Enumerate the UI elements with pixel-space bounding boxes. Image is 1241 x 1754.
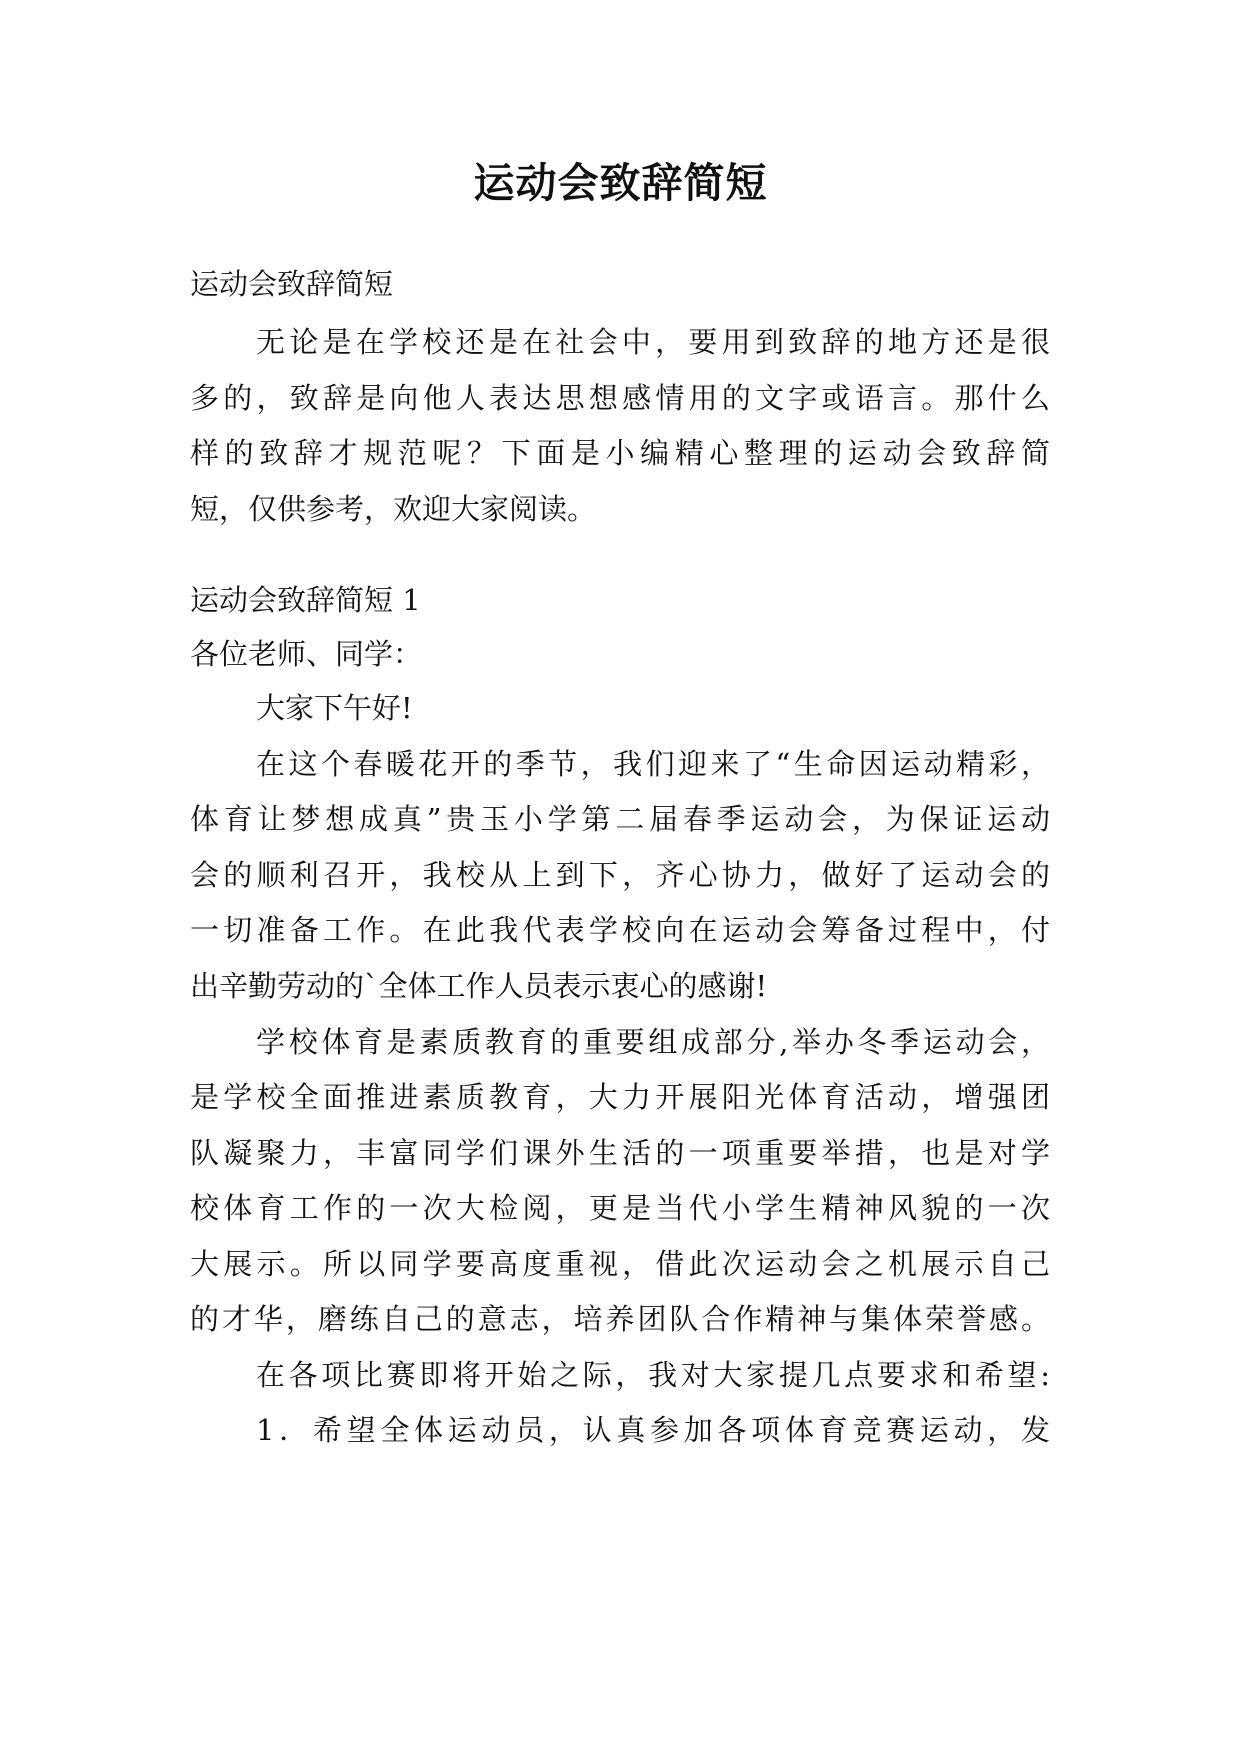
intro-line-2: 多的，致辞是向他人表达思想感情用的文字或语言。那什么 [190,381,1050,415]
paragraph-2-line-3: 队凝聚力，丰富同学们课外生活的一项重要举措，也是对学 [190,1136,1050,1170]
intro-line-3: 样的致辞才规范呢？下面是小编精心整理的运动会致辞简 [190,436,1050,470]
paragraph-1-line-2: 体育让梦想成真”贵玉小学第二届春季运动会，为保证运动 [190,802,1050,836]
document-subtitle: 运动会致辞简短 [190,267,394,301]
section-heading: 运动会致辞简短 1 [190,583,421,617]
paragraph-1-line-5: 出辛勤劳动的`全体工作人员表示衷心的感谢! [190,969,768,1003]
paragraph-2-line-1: 学校体育是素质教育的重要组成部分,举办冬季运动会， [256,1025,1050,1059]
paragraph-1-line-1: 在这个春暖花开的季节，我们迎来了“生命因运动精彩， [256,747,1050,781]
paragraph-2-line-5: 大展示。所以同学要高度重视，借此次运动会之机展示自己 [190,1247,1050,1281]
salutation: 各位老师、同学： [190,637,423,671]
paragraph-2-line-6: 的才华，磨练自己的意志，培养团队合作精神与集体荣誉感。 [190,1302,1050,1336]
paragraph-1-line-4: 一切准备工作。在此我代表学校向在运动会筹备过程中，付 [190,913,1050,947]
paragraph-3: 在各项比赛即将开始之际，我对大家提几点要求和希望: [256,1358,1050,1392]
paragraph-2-line-2: 是学校全面推进素质教育，大力开展阳光体育活动，增强团 [190,1080,1050,1114]
paragraph-2-line-4: 校体育工作的一次大检阅，更是当代小学生精神风貌的一次 [190,1191,1050,1225]
paragraph-1-line-3: 会的顺利召开，我校从上到下，齐心协力，做好了运动会的 [190,858,1050,892]
document-title: 运动会致辞简短 [473,159,768,207]
intro-line-1: 无论是在学校还是在社会中，要用到致辞的地方还是很 [256,325,1050,359]
list-item-1: 1．希望全体运动员，认真参加各项体育竞赛运动，发 [256,1413,1050,1447]
greeting: 大家下午好! [256,691,413,725]
intro-line-4: 短，仅供参考，欢迎大家阅读。 [190,492,597,526]
